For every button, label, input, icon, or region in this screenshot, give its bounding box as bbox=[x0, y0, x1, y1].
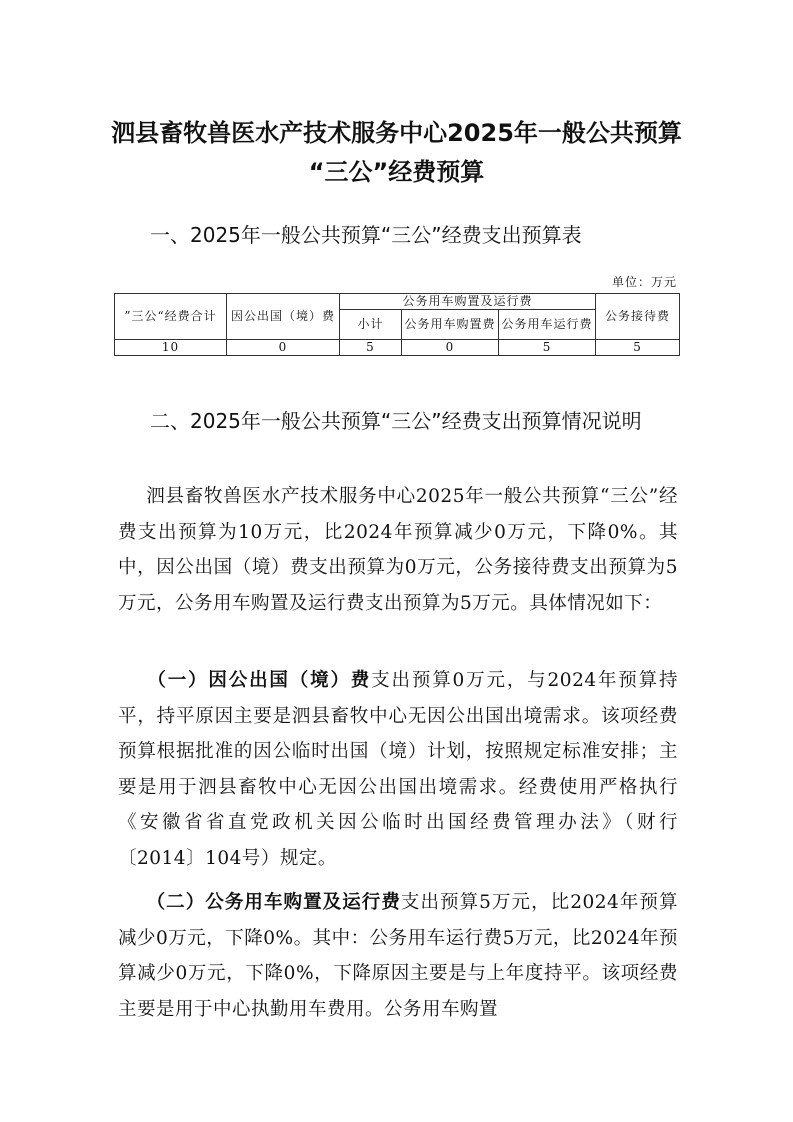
header-vehicle-operation: 公务用车运行费 bbox=[499, 310, 596, 340]
section1-heading: 一、2025年一般公共预算“三公”经费支出预算表 bbox=[150, 223, 582, 247]
intro-paragraph bbox=[118, 479, 678, 621]
document-title-line2: “三公”经费预算 bbox=[308, 158, 485, 186]
item1-text: 支出预算0万元，与2024年预算持平，持平原因主要是泗县畜牧中心无因公出国出境需求。该项经费预算根据批准的因公临时出国（境）计划，按照规定标准安排；主要是用于泗县畜牧中心无因公出国出境需求。经费使用严格执行《安徽省省直党政机关因公临时出国经费管理办法》（财行〔2014〕104号）规定。 bbox=[118, 670, 678, 869]
item1-paragraph bbox=[118, 663, 678, 876]
item2-text: 支出预算5万元，比2024年预算减少0万元，下降0%。其中：公务用车运行费5万元，比2024年预算减少0万元，下降0%，下降原因主要是与上年度持平。该项经费主要是用于中心执勤用车费用。公务用车购置 bbox=[118, 892, 678, 1020]
value-vehicle-subtotal: 5 bbox=[340, 340, 402, 356]
intro-text: 泗县畜牧兽医水产技术服务中心2025年一般公共预算“三公”经费支出预算为10万元，比2024年预算减少0万元，下降0%。其中，因公出国（境）费支出预算为0万元，公务接待费支出预算为5万元，公务用车购置及运行费支出预算为5万元。具体情况如下： bbox=[118, 486, 678, 614]
value-vehicle-operation: 5 bbox=[499, 340, 596, 356]
value-reception: 5 bbox=[596, 340, 680, 356]
unit-label: 单位：万元 bbox=[611, 275, 677, 289]
header-vehicle-subtotal: 小计 bbox=[340, 310, 402, 340]
header-abroad: 因公出国（境）费 bbox=[227, 294, 340, 340]
section2-heading-text: 二、2025年一般公共预算“三公”经费支出预算情况说明 bbox=[150, 409, 642, 433]
value-abroad: 0 bbox=[227, 340, 340, 356]
table-row bbox=[115, 340, 680, 356]
document-title-line1: 泗县畜牧兽医水产技术服务中心2025年一般公共预算 bbox=[111, 119, 682, 147]
header-total: ”三公“经费合计 bbox=[115, 294, 227, 340]
item2-label: （二）公务用车购置及运行费 bbox=[146, 892, 401, 913]
item1-label: （一）因公出国（境）费 bbox=[146, 670, 372, 691]
header-vehicle-purchase: 公务用车购置费 bbox=[402, 310, 499, 340]
section2-heading bbox=[118, 402, 678, 440]
header-reception: 公务接待费 bbox=[596, 294, 680, 340]
budget-table bbox=[114, 293, 680, 356]
value-vehicle-purchase: 0 bbox=[402, 340, 499, 356]
value-total: 10 bbox=[115, 340, 227, 356]
item2-paragraph bbox=[118, 885, 678, 1027]
header-vehicle-group: 公务用车购置及运行费 bbox=[340, 294, 596, 310]
